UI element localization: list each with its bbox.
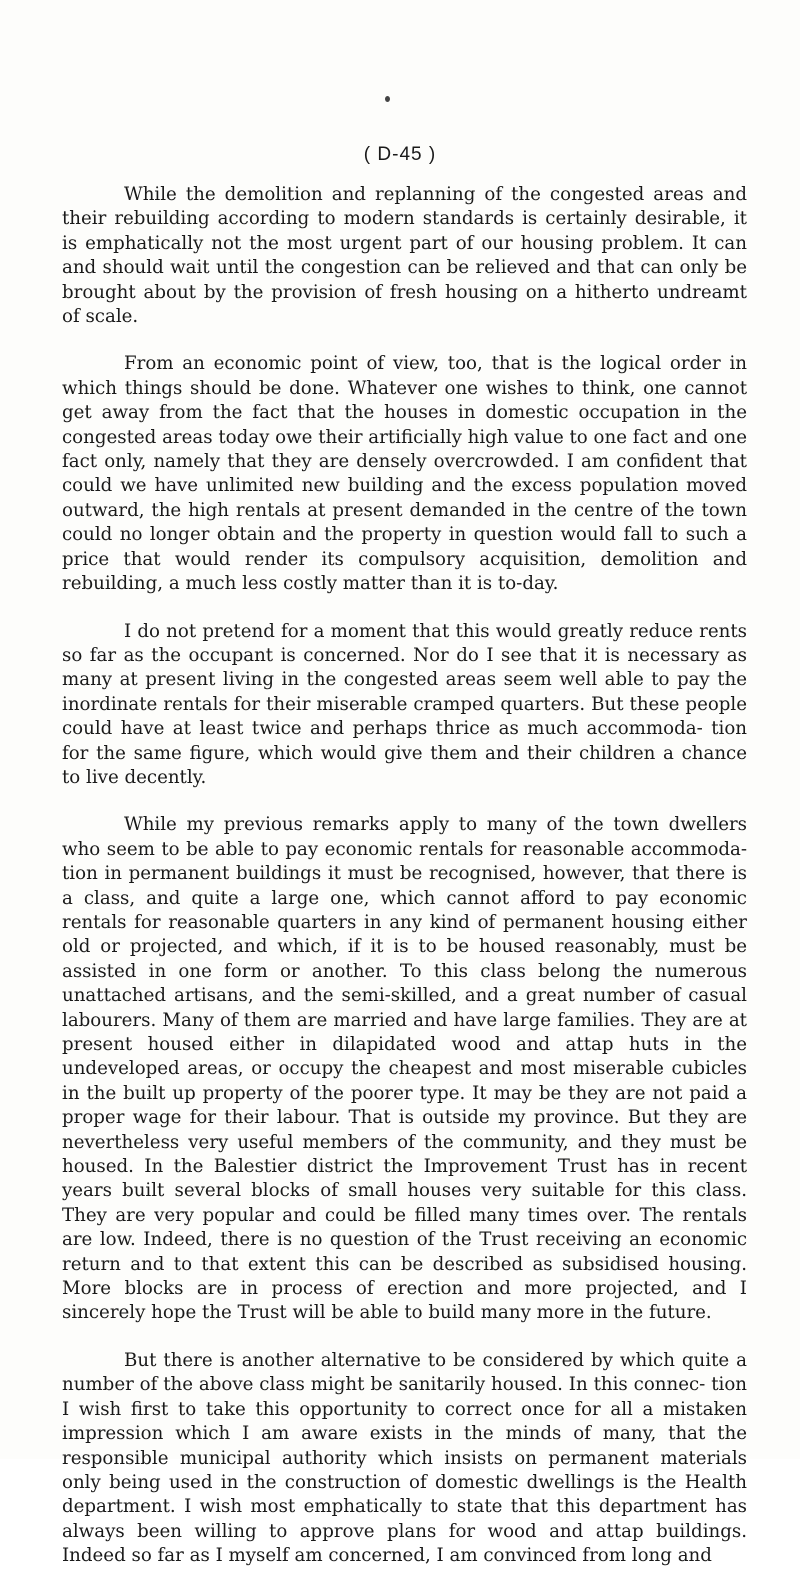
paragraph: While the demolition and replanning of the congested areas and their rebuilding according to modern standards is certainly desirable, it is emphatically not the most urgent part of our housing problem. It can and should wait until the congestion can be relieved and that can only be brought about by the provision of fresh housing on a hitherto undreamt of scale. (62, 184, 747, 328)
paragraph: But there is another alternative to be considered by which quite a number of the above class might be sanitarily housed. In this connec- tion I wish first to take this opportunity to correct once for all a mistaken impression which I am aware exists in the minds of many, that the responsible municipal authority which insists on permanent materials only being used in the construction of domestic dwellings is the Health department. I wish most emphatically to state that this department has always been willing to approve plans for wood and attap buildings. Indeed so far as I myself am concerned, I am convinced from long and (62, 1349, 747, 1567)
page-header: ( D-45 ) (363, 144, 437, 165)
paragraph: From an economic point of view, too, that is the logical order in which things should be done. Whatever one wishes to think, one cannot get away from the fact that the houses in domestic occupation in the congested areas today owe their artificially high value to one fact and one fact only, namely that they are densely overcrowded. I am confident that could we have unlimited new building and the excess population moved outward, the high rentals at present demanded in the centre of the town could no longer obtain and the property in question would fall to such a price that would render its compulsory acquisition, demolition and rebuilding, a much less costly matter than it is to-day. (62, 353, 747, 595)
ink-speck (385, 96, 390, 102)
paragraph: While my previous remarks apply to many of the town dwellers who seem to be able to pay economic rentals for reasonable accommoda- tion in permanent buildings it must be recognised, however, that there is a class, and quite a large one, which cannot afford to pay economic rentals for reasonable quarters in any kind of permanent housing either old or projected, and which, if it is to be housed reasonably, must be assisted in one form or another. To this class belong the numerous unattached artisans, and the semi-skilled, and a great number of casual labourers. Many of them are married and have large families. They are at present housed either in dilapidated wood and attap huts in the undeveloped areas, or occupy the cheapest and most miserable cubicles in the built up property of the poorer type. It may be they are not paid a proper wage for their labour. That is outside my province. But they are nevertheless very useful members of the community, and they must be housed. In the Balestier district the Improvement Trust has in recent years built several blocks of small houses very suitable for this class. They are very popular and could be filled many times over. The rentals are low. Indeed, there is no question of the Trust receiving an economic return and to that extent this can be described as subsidised housing. More blocks are in process of erection and more projected, and I sincerely hope the Trust will be able to build many more in the future. (62, 814, 747, 1324)
paragraph: I do not pretend for a moment that this would greatly reduce rents so far as the occupant is concerned. Nor do I see that it is necessary as many at present living in the congested areas seem well able to pay the inordinate rentals for their miserable cramped quarters. But these people could have at least twice and perhaps thrice as much accommoda- tion for the same figure, which would give them and their children a chance to live decently. (62, 620, 747, 788)
body-text (62, 183, 747, 1592)
